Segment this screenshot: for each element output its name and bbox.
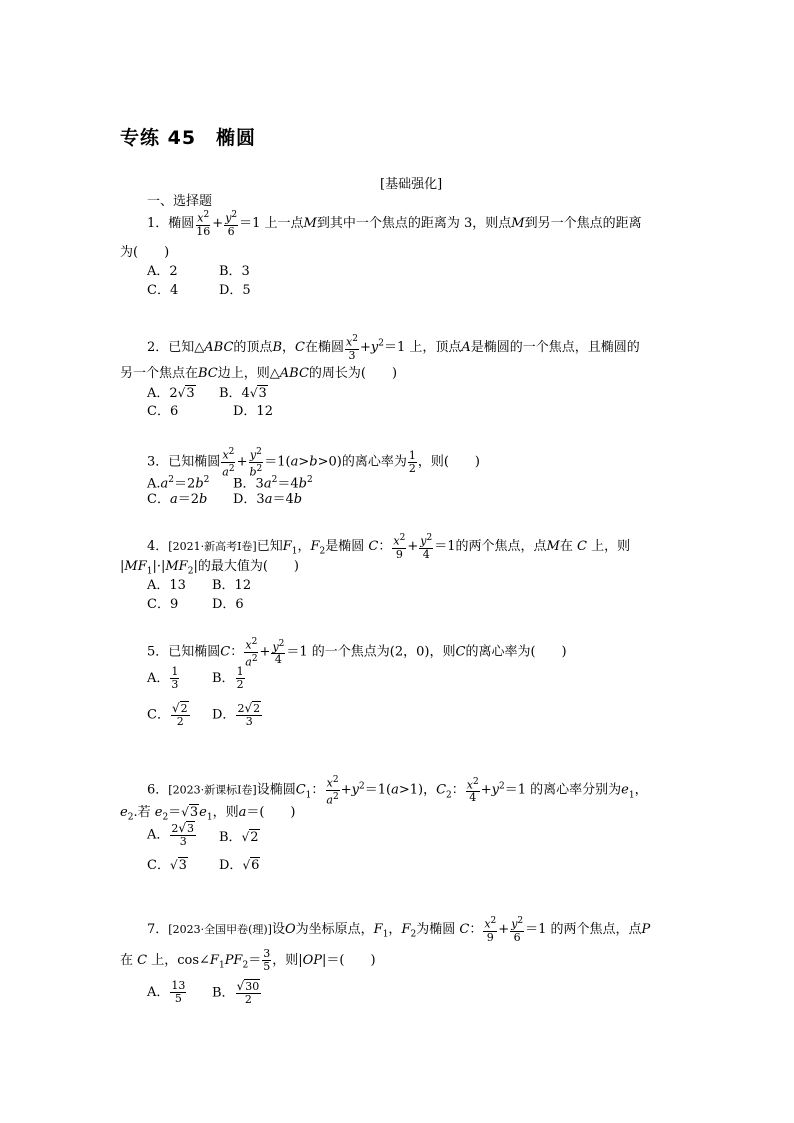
question-1-line2: 为( ) [120,245,170,260]
q2-option-b: B．4√3 [219,386,267,401]
question-4-line2: $|MF_1|\cdot|MF_2|$的最大值为( ) [120,559,299,577]
question-3: 3．已知椭圆 $\frac{x^2}{a^2}$ + $\frac{y^2}{b^2}$ ＝1(a>b>0)的离心率为 $\frac{1}{2}$ ，则( ) [147,447,481,479]
q5-option-d: D． $\frac{2√2}{3}$ [212,701,261,728]
question-2-line2: 另一个焦点在BC边上，则△ABC的周长为( ) [120,366,398,381]
q4-option-b: B．12 [212,578,252,593]
q5-option-a: A． $\frac{1}{3}$ [147,665,179,691]
question-6: 6．[2023·新课标Ⅰ卷]设椭圆$C_1$： $\frac{x^2}{a^2}$ $+y^2=1(a>1)$，$C_2$： $\frac{x^2}{4}$ $+y^2=1$ 的离心率分别为$e_1$， [147,775,648,807]
question-5: 5．已知椭圆C： $\frac{x^2}{a^2}$ + $\frac{y^2}{4}$ ＝1 的一个焦点为(2，0)，则C的离心率为( ) [147,637,567,669]
q7-option-a: A． $\frac{13}{5}$ [147,979,186,1005]
q3-option-d: D．3a＝4b [233,492,303,507]
q5-option-b: B． $\frac{1}{2}$ [212,665,244,691]
q1-option-b: B．3 [219,264,250,279]
q3-option-a: $A.a^2=2b^2$ [147,475,210,492]
section-heading: [基础强化] [380,177,443,192]
question-6-line2: $e_2$.若 $e_2=√3e_1$，则a＝( ) [120,805,296,823]
q5-option-c: C． $\frac{√2}{2}$ [147,701,188,728]
question-7-line2: 在 C 上，$\cos\angle F_1PF_2=$ $\frac{3}{5}$ ，则|OP|＝( ) [120,947,376,973]
q6-option-c: C．√3 [147,858,187,873]
q1-option-d: D．5 [219,283,251,298]
q4-option-a: A．13 [147,578,186,593]
question-7: 7．[2023·全国甲卷(理)]设O为坐标原点，$F_1$，$F_2$为椭圆 C： $\frac{x^2}{9}$ + $\frac{y^2}{6}$ ＝1 的两个焦点，点P [147,916,651,944]
q3-option-b: B．$3a^2=4b^2$ [233,475,313,492]
q1-option-a: A．2 [147,264,178,279]
q2-option-d: D．12 [233,404,273,419]
q4-option-d: D．6 [212,597,244,612]
q4-option-c: C．9 [147,597,179,612]
q1-option-c: C．4 [147,283,179,298]
question-2: 2．已知△ABC的顶点B，C在椭圆 $\frac{x^2}{3}$ $+y^2=1$ 上，顶点A是椭圆的一个焦点，且椭圆的 [147,334,640,362]
subsection-heading: 一、选择题 [147,194,213,209]
q3-option-c: C．a＝2b [147,492,208,507]
q7-option-b: B． $\frac{√30}{2}$ [212,979,260,1006]
question-4: 4．[2021·新高考Ⅰ卷]已知$F_1$，$F_2$是椭圆 C： $\frac{x^2}{9}$ + $\frac{y^2}{4}$ ＝1的两个焦点，点M在 C 上，则 [147,533,631,561]
q6-option-d: D．√6 [219,858,260,873]
q2-option-a: A．2√3 [147,386,195,401]
page-title: 专练 45 椭圆 [120,127,257,149]
question-1: 1．椭圆 $\frac{x^2}{16}$ + $\frac{y^2}{6}$ ＝1 上一点M到其中一个焦点的距离为 3，则点M到另一个焦点的距离 [147,210,642,238]
q6-option-b: B．√2 [219,830,259,845]
q2-option-c: C．6 [147,404,179,419]
q6-option-a: A． $\frac{2√3}{3}$ [147,821,195,848]
